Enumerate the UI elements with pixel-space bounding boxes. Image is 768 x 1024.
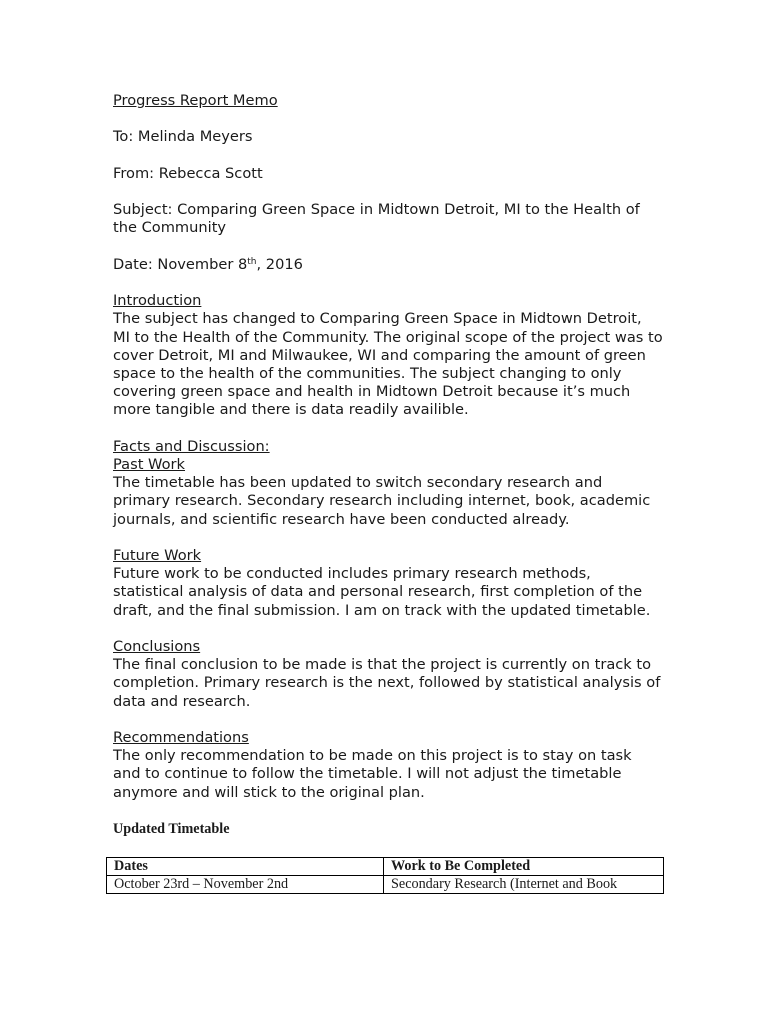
- conclusions-body: The final conclusion to be made is that the project is currently on track to completion. Primary research is the next, followed by statistical analysis of data and research.: [113, 656, 661, 710]
- timetable-header-work: Work to Be Completed: [384, 857, 664, 875]
- past-work-heading: Past Work: [113, 455, 186, 473]
- conclusions-heading: Conclusions: [113, 637, 201, 655]
- introduction-heading: Introduction: [113, 292, 202, 310]
- memo-date-sup: th: [247, 256, 257, 267]
- timetable-header-row: [107, 857, 664, 875]
- timetable-title: Updated Timetable: [113, 820, 230, 837]
- recommendations-heading: Recommendations: [113, 728, 249, 746]
- future-work-heading: Future Work: [113, 546, 202, 564]
- memo-date-suffix: , 2016: [256, 255, 303, 273]
- memo-document: [113, 92, 663, 894]
- memo-to: To: Melinda Meyers: [113, 128, 253, 146]
- future-work-body: Future work to be conducted includes primary research methods, statistical analysis of data and personal research, first completion of the draft, and the final submission. I am on track with the updated timetable.: [113, 565, 651, 619]
- table-row: [107, 875, 664, 893]
- timetable-table: [106, 857, 664, 894]
- recommendations-body: The only recommendation to be made on this project is to stay on task and to continue to follow the timetable. I will not adjust the timetable anymore and will stick to the original plan.: [113, 747, 632, 801]
- introduction-body: The subject has changed to Comparing Green Space in Midtown Detroit, MI to the Health of the Community. The original scope of the project was to cover Detroit, MI and Milwaukee, WI and comparing the amount of green space to the health of the communities. The subject changing to only covering green space and health in Midtown Detroit because it’s much more tangible and there is data readily availible.: [113, 310, 663, 419]
- timetable-header-dates: Dates: [107, 857, 384, 875]
- facts-heading: Facts and Discussion:: [113, 437, 270, 455]
- past-work-body: The timetable has been updated to switch secondary research and primary research. Secondary research including internet, book, academic journals, and scientific research have been conducted already.: [113, 474, 651, 528]
- timetable-cell-date: October 23rd – November 2nd: [107, 875, 384, 893]
- memo-date-prefix: Date: November 8: [113, 255, 248, 273]
- memo-title: Progress Report Memo: [113, 92, 278, 109]
- memo-subject: Subject: Comparing Green Space in Midtown Detroit, MI to the Health of the Community: [113, 201, 640, 237]
- memo-date: [113, 256, 663, 274]
- memo-from: From: Rebecca Scott: [113, 164, 263, 182]
- timetable-cell-work: Secondary Research (Internet and Book: [384, 875, 664, 893]
